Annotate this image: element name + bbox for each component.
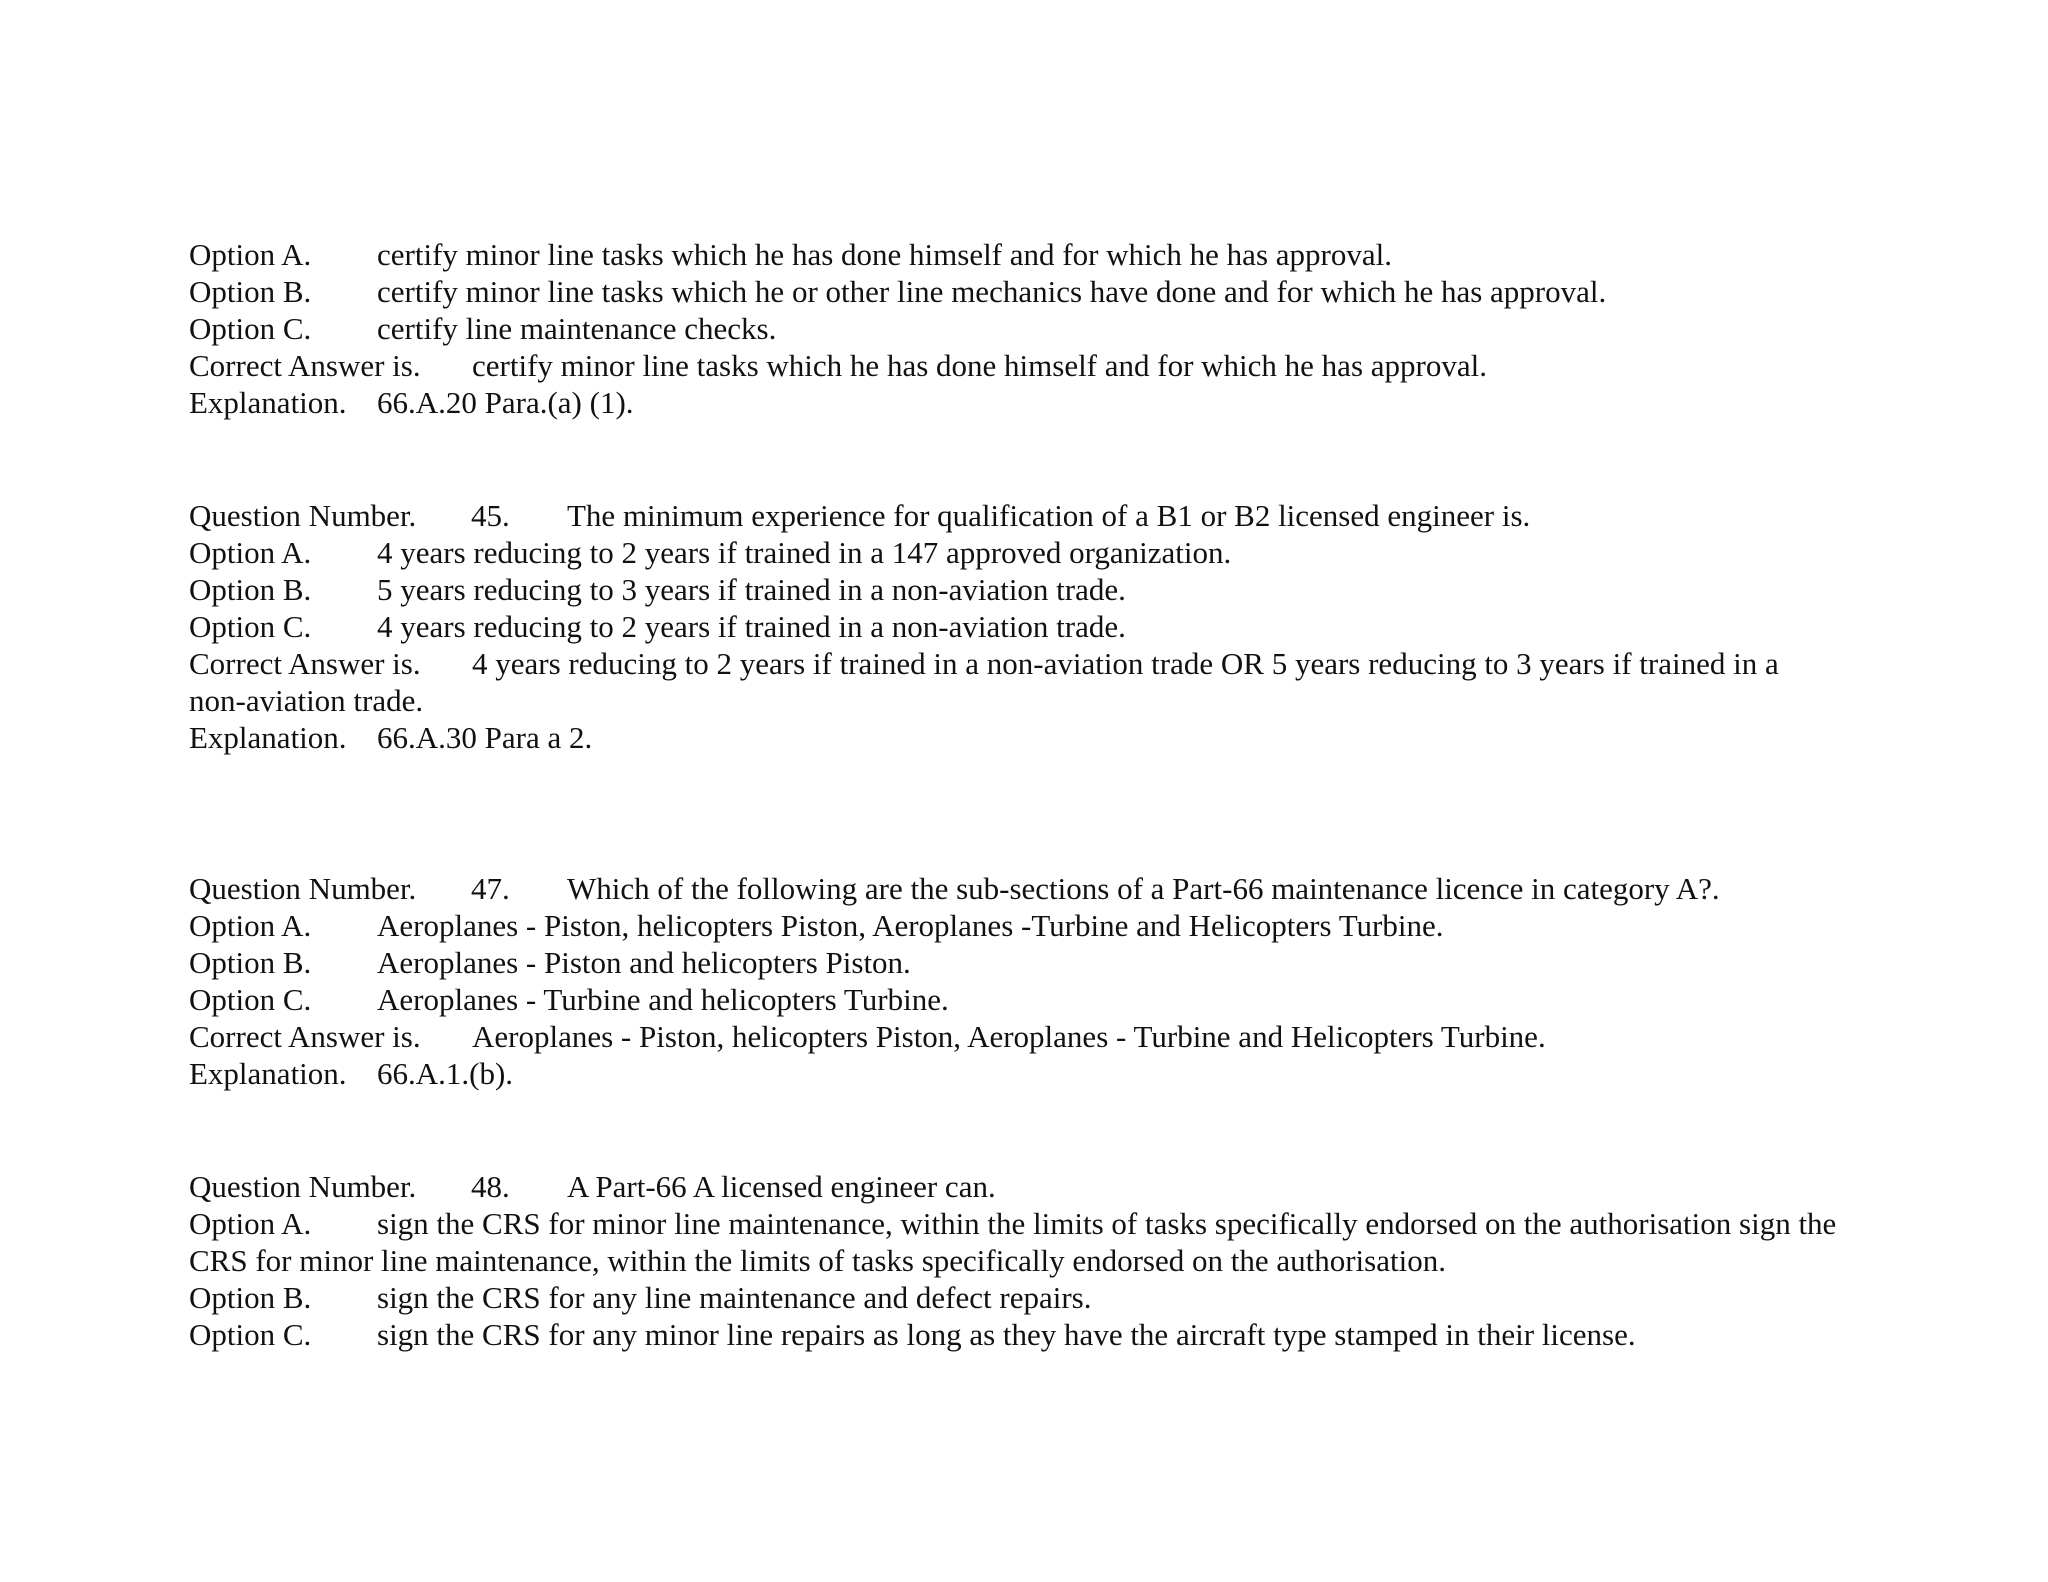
option-text: 4 years reducing to 2 years if trained in a non-aviation trade. [377, 609, 1126, 644]
option-a-row [189, 534, 1889, 571]
question-row [189, 1168, 1889, 1205]
correct-answer-row [189, 347, 1889, 384]
option-label: Option B. [189, 945, 312, 980]
correct-answer-label: Correct Answer is. [189, 646, 421, 681]
explanation-text: 66.A.30 Para a 2. [377, 720, 593, 755]
question-text: The minimum experience for qualification of a B1 or B2 licensed engineer is. [567, 498, 1531, 533]
option-c-row [189, 608, 1889, 645]
correct-answer-label: Correct Answer is. [189, 348, 421, 383]
option-text: Aeroplanes - Piston, helicopters Piston, Aeroplanes -Turbine and Helicopters Turbine. [377, 908, 1444, 943]
correct-answer-continuation [189, 682, 1889, 719]
explanation-row [189, 719, 1889, 756]
option-c-row [189, 1316, 1889, 1353]
option-b-row [189, 273, 1889, 310]
option-label: Option C. [189, 311, 312, 346]
correct-answer-row [189, 645, 1889, 682]
question-row [189, 497, 1889, 534]
option-text: Aeroplanes - Piston and helicopters Piston. [377, 945, 911, 980]
question-label: Question Number. [189, 871, 417, 906]
question-text: Which of the following are the sub-sections of a Part-66 maintenance licence in category A?. [567, 871, 1720, 906]
option-label: Option A. [189, 908, 312, 943]
explanation-text: 66.A.20 Para.(a) (1). [377, 385, 634, 420]
option-label: Option B. [189, 572, 312, 607]
option-label: Option B. [189, 274, 312, 309]
correct-answer-text: 4 years reducing to 2 years if trained in a non-aviation trade OR 5 years reducing to 3 years if trained in a [472, 646, 1779, 681]
option-text: sign the CRS for any line maintenance and defect repairs. [377, 1280, 1092, 1315]
question-label: Question Number. [189, 498, 417, 533]
option-a-row [189, 1205, 1889, 1242]
option-a-continuation [189, 1242, 1889, 1279]
correct-answer-text: certify minor line tasks which he has done himself and for which he has approval. [472, 348, 1487, 383]
option-text: certify minor line tasks which he has done himself and for which he has approval. [377, 237, 1392, 272]
explanation-text: 66.A.1.(b). [377, 1056, 514, 1091]
question-text: A Part-66 A licensed engineer can. [567, 1169, 996, 1204]
correct-answer-text-continued: non-aviation trade. [189, 683, 424, 718]
option-text: certify line maintenance checks. [377, 311, 777, 346]
question-number: 48. [471, 1169, 510, 1204]
explanation-row [189, 1055, 1889, 1092]
option-label: Option B. [189, 1280, 312, 1315]
option-b-row [189, 571, 1889, 608]
option-a-row [189, 907, 1889, 944]
option-label: Option C. [189, 982, 312, 1017]
question-label: Question Number. [189, 1169, 417, 1204]
option-text: Aeroplanes - Turbine and helicopters Turbine. [377, 982, 949, 1017]
question-row [189, 870, 1889, 907]
option-c-row [189, 310, 1889, 347]
question-number: 45. [471, 498, 510, 533]
option-c-row [189, 981, 1889, 1018]
correct-answer-row [189, 1018, 1889, 1055]
correct-answer-text: Aeroplanes - Piston, helicopters Piston, Aeroplanes - Turbine and Helicopters Turbine. [472, 1019, 1546, 1054]
explanation-label: Explanation. [189, 1056, 347, 1091]
option-text: 5 years reducing to 3 years if trained in a non-aviation trade. [377, 572, 1126, 607]
question-number: 47. [471, 871, 510, 906]
explanation-label: Explanation. [189, 385, 347, 420]
explanation-label: Explanation. [189, 720, 347, 755]
option-a-row [189, 236, 1889, 273]
option-label: Option C. [189, 609, 312, 644]
option-text: 4 years reducing to 2 years if trained in a 147 approved organization. [377, 535, 1232, 570]
option-text: certify minor line tasks which he or other line mechanics have done and for which he has approval. [377, 274, 1607, 309]
option-text: sign the CRS for any minor line repairs as long as they have the aircraft type stamped in their license. [377, 1317, 1636, 1352]
option-label: Option C. [189, 1317, 312, 1352]
option-label: Option A. [189, 535, 312, 570]
explanation-row [189, 384, 1889, 421]
option-b-row [189, 1279, 1889, 1316]
option-text-continued: CRS for minor line maintenance, within the limits of tasks specifically endorsed on the authorisation. [189, 1243, 1446, 1278]
correct-answer-label: Correct Answer is. [189, 1019, 421, 1054]
option-b-row [189, 944, 1889, 981]
option-label: Option A. [189, 237, 312, 272]
option-label: Option A. [189, 1206, 312, 1241]
option-text: sign the CRS for minor line maintenance, within the limits of tasks specifically endorsed on the authorisation sign the [377, 1206, 1837, 1241]
